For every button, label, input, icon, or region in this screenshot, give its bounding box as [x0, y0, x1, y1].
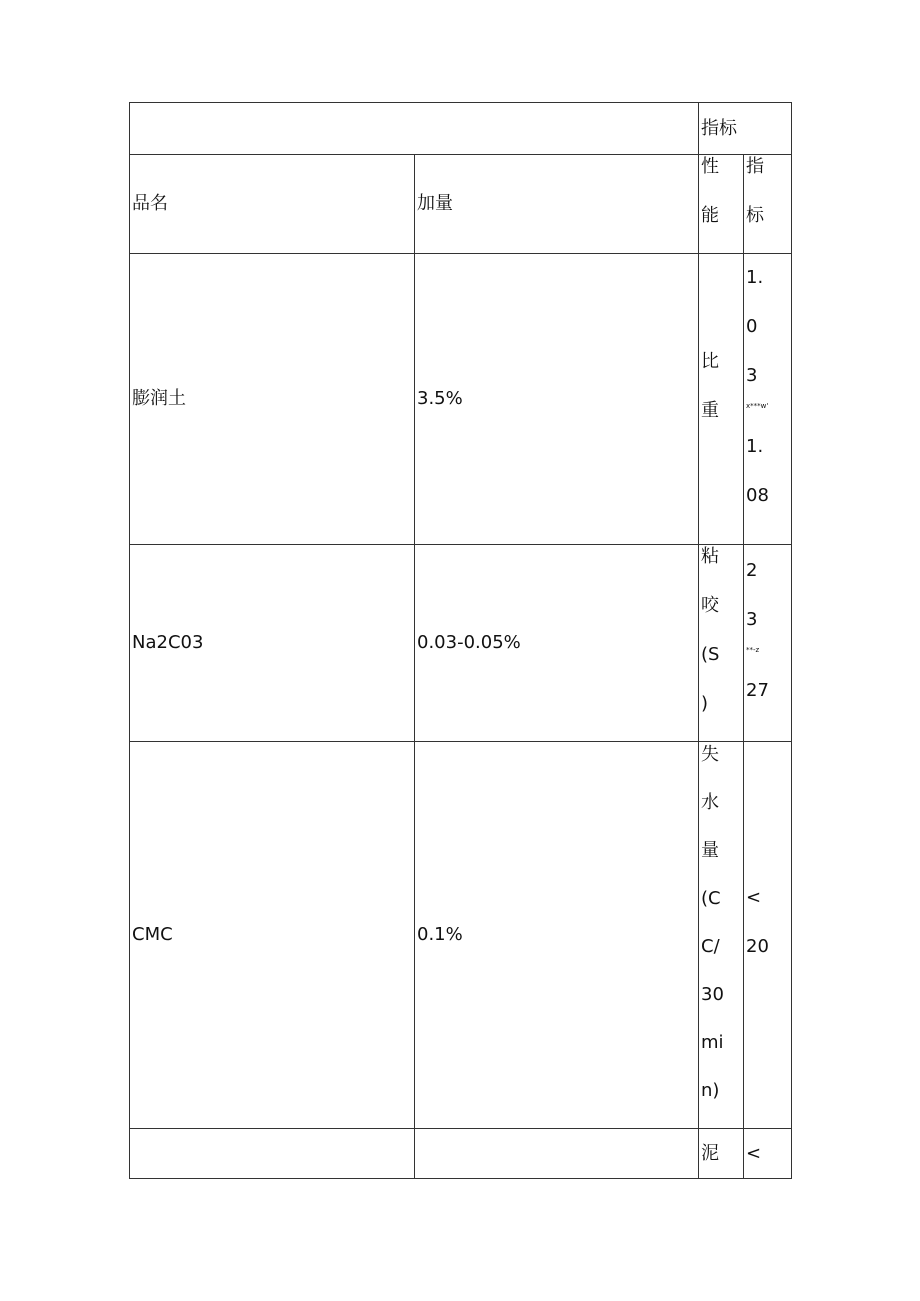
row-amount-cell — [415, 1129, 699, 1179]
row-property-char: mi — [701, 1032, 724, 1053]
header-property-char: 性 — [701, 156, 719, 177]
row-index-char: < — [746, 1142, 762, 1164]
row-property-cell — [699, 1129, 744, 1179]
row-property-char: (C — [701, 888, 721, 909]
header-property-cell — [699, 155, 744, 254]
row-name-cell — [130, 742, 415, 1129]
row-property-char: C/ — [701, 936, 720, 957]
row-index-char: 20 — [746, 936, 769, 957]
table-header-row-top — [130, 103, 792, 155]
row-name: 膨润土 — [132, 388, 186, 409]
row-property-char: n) — [701, 1080, 720, 1101]
row-index-cell — [744, 742, 792, 1129]
formula-table — [129, 102, 792, 1179]
row-index-cell — [744, 545, 792, 742]
row-amount-cell — [415, 254, 699, 545]
table-row — [130, 545, 792, 742]
row-amount-cell — [415, 742, 699, 1129]
row-amount: 3.5% — [417, 388, 463, 409]
header-index-char: 指 — [746, 156, 764, 177]
row-property-char: 失 — [701, 744, 719, 765]
row-property-char: 30 — [701, 984, 724, 1005]
row-property-char: (S — [701, 644, 720, 665]
header-name-cell — [130, 155, 415, 254]
row-property-char: 泥 — [701, 1142, 719, 1164]
header-name-label: 品名 — [132, 193, 168, 214]
row-property-cell — [699, 254, 744, 545]
row-property-char: 水 — [701, 792, 719, 813]
row-index-char: 0 — [746, 315, 758, 337]
row-index-cell — [744, 254, 792, 545]
row-name-cell — [130, 545, 415, 742]
table-row — [130, 742, 792, 1129]
row-name: CMC — [132, 924, 173, 945]
header-amount-label: 加量 — [417, 193, 453, 214]
row-index-char: 27 — [746, 679, 769, 701]
row-name-cell — [130, 1129, 415, 1179]
row-property-char: 粘 — [701, 546, 719, 567]
row-index-char: x***w' — [746, 401, 769, 410]
row-index-char: 3 — [746, 364, 758, 386]
row-property-char: ) — [701, 693, 709, 714]
header-index-sub-cell — [744, 155, 792, 254]
row-index-char: < — [746, 887, 762, 908]
row-name: Na2C03 — [132, 632, 204, 653]
row-property-char: 量 — [701, 840, 719, 861]
row-index-char: 2 — [746, 559, 758, 581]
row-amount: 0.1% — [417, 924, 463, 945]
row-index-char: 3 — [746, 608, 758, 630]
row-index-char: **-z — [746, 645, 760, 654]
row-index-char: 08 — [746, 484, 769, 506]
row-property-cell — [699, 545, 744, 742]
row-amount: 0.03-0.05% — [417, 632, 521, 653]
header-amount-cell — [415, 155, 699, 254]
row-property-cell — [699, 742, 744, 1129]
row-amount-cell — [415, 545, 699, 742]
row-index-char: 1. — [746, 435, 764, 457]
header-index-char: 标 — [746, 205, 764, 226]
row-index-cell — [744, 1129, 792, 1179]
header-index-cell — [699, 103, 792, 155]
row-name-cell — [130, 254, 415, 545]
row-property-char: 咬 — [701, 595, 719, 616]
row-property-char: 比 — [701, 351, 719, 372]
row-property-char: 重 — [701, 400, 719, 421]
header-blank-cell — [130, 103, 699, 155]
table-row — [130, 254, 792, 545]
row-index-char: 1. — [746, 266, 764, 288]
table-header-row — [130, 155, 792, 254]
table-row — [130, 1129, 792, 1179]
header-property-char: 能 — [701, 205, 719, 226]
header-index-label: 指标 — [701, 117, 737, 139]
